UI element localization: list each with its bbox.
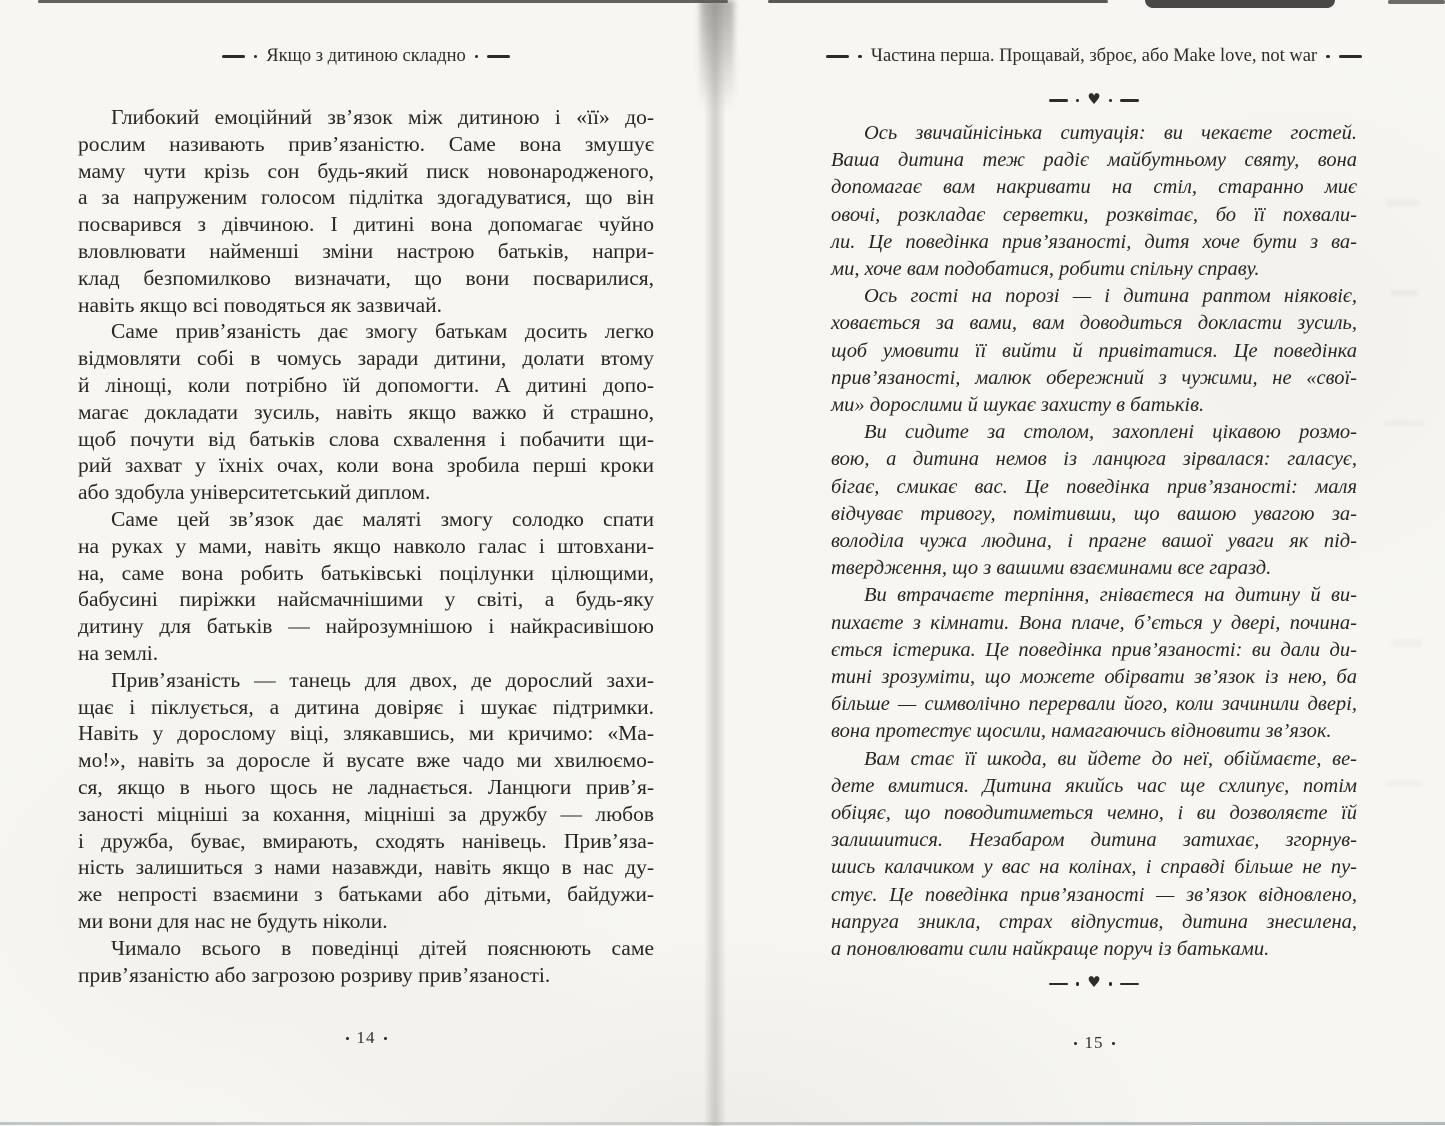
text-line: і дружба, буває, вмирають, сходять нанівець. Прив’яза- (78, 828, 654, 853)
ornament-dot-icon (1326, 55, 1330, 59)
heart-ornament-divider (831, 90, 1357, 108)
text-line: вловлювати найменші зміни настрою батьків, напри- (78, 238, 654, 263)
text-line: більше — символічно перервали його, коли зачинили двері, (831, 693, 1357, 716)
ink-bleed-mark (1390, 290, 1418, 296)
left-header-text: Якщо з дитиною складно (266, 46, 466, 66)
text-line: Прив’язаність — танець для двох, де дорослий захи- (111, 667, 654, 692)
text-line: Ви сидите за столом, захоплені цікавою розмо- (864, 421, 1357, 444)
text-line: Вам стає її шкода, ви йдете до неї, обіймаєте, ве- (864, 747, 1357, 770)
text-line: прив’язаністю або загрозою розриву прив’язаності. (78, 962, 551, 987)
text-line: на, саме вона робить батьківські поцілунки цілющими, (78, 560, 654, 585)
text-line: а поновлювати сили найкраще поруч із батьками. (831, 938, 1270, 961)
text-line: ми вони для нас не будуть ніколи. (78, 908, 388, 933)
ornament-dash-icon (1049, 983, 1068, 985)
text-line: Навіть у дорослому віці, злякавшись, ми кричимо: «Ма- (78, 721, 654, 746)
page-number-value: 14 (356, 1028, 376, 1047)
right-header-text: Частина перша. Прощавай, зброє, або Make love, not war (870, 46, 1318, 66)
ornament-dot-icon (254, 55, 258, 59)
text-line: обіцяє, що поводитиметься чемно, і ви дозволяєте їй (831, 802, 1357, 825)
text-line: тині зрозуміти, що можете обірвати зв’язок із нею, ба (831, 666, 1357, 689)
ornament-dot-icon (858, 55, 862, 59)
text-line: володіла чужа людина, і прагне вашої уваги як під- (831, 530, 1357, 553)
paragraph (78, 667, 654, 935)
ink-bleed-mark (1384, 420, 1424, 426)
text-line: дете вмитися. Дитина якийсь час ще схлипує, потім (831, 774, 1357, 797)
text-line: Саме прив’язаність дає змогу батькам досить легко (111, 319, 654, 344)
ornament-dash-icon (222, 55, 245, 58)
scan-top-edge-shadow (1388, 0, 1445, 4)
ornament-dot-icon (1109, 982, 1113, 986)
text-line: щоб умовити її вийти й привітатися. Це поведінка (831, 339, 1357, 362)
book-spine-shadow (704, 0, 726, 1126)
text-line: Ось гості на порозі — і дитина раптом ніяковіє, (864, 285, 1357, 308)
ornament-dot-icon (1074, 1042, 1077, 1045)
ornament-dash-icon (826, 55, 849, 58)
paragraph (831, 283, 1357, 419)
text-line: бігає, смикає вас. Це поведінка прив’язаності: маля (831, 475, 1357, 498)
text-line: Ви втрачаєте терпіння, гніваєтеся на дитину й ви- (864, 584, 1357, 607)
text-line: відмовляти собі в чомусь заради дитини, долати втому (78, 346, 654, 371)
paragraph (78, 506, 654, 667)
right-page (831, 40, 1357, 1086)
text-line: бабусині пиріжки найсмачнішими у світі, а будь-яку (78, 587, 654, 612)
text-line: Глибокий емоційний зв’язок між дитиною і «її» до- (111, 105, 654, 129)
paragraph (78, 935, 654, 989)
text-line: овочі, розкладає серветки, розквітає, бо її похвали- (831, 203, 1357, 226)
text-line: пихаєте з кімнати. Вона плаче, б’ється у двері, почина- (831, 611, 1357, 634)
text-line: стує. Це поведінка прив’язаності — зв’язок відновлено, (831, 883, 1357, 906)
paragraph (831, 419, 1357, 582)
scan-top-edge-shadow (38, 0, 728, 3)
text-line: на руках у мами, навіть якщо навколо галас і штовхани- (78, 533, 654, 558)
text-line: напруга зникла, страх відпустив, дитина знесилена, (831, 910, 1357, 933)
text-line: же непрості взаємини з батьками або дітьми, байдужи- (78, 882, 654, 907)
text-line: заності міцніші за кохання, міцніші за дружбу — любов (78, 801, 654, 826)
left-page (78, 40, 654, 1086)
ornament-dot-icon (1109, 99, 1113, 103)
ornament-dash-icon (1120, 99, 1139, 101)
right-page-number (831, 1033, 1357, 1053)
heart-ornament-divider (831, 973, 1357, 992)
text-line: ється істерика. Це поведінка прив’язаності: ви дали ди- (831, 638, 1357, 661)
text-line: залишитися. Незабаром дитина затихає, згорнув- (831, 829, 1357, 852)
ornament-dot-icon (475, 55, 479, 59)
book-spine-top-shadow (700, 0, 734, 110)
ink-bleed-mark (1386, 200, 1420, 206)
text-line: Саме цей зв’язок дає маляті змогу солодко спати (111, 506, 654, 531)
text-line: твердження, що з вашими взаєминами все гаразд. (831, 557, 1272, 580)
text-line: Чимало всього в поведінці дітей пояснюють саме (111, 935, 654, 960)
text-line: клад безпомилково визначати, що вони посварилися, (78, 265, 654, 290)
text-line: й лінощі, коли потрібно їй допомогти. А дитині допо- (78, 372, 654, 397)
text-line: магає докладати зусиль, навіть якщо важко й страшно, (78, 399, 654, 424)
ornament-dot-icon (1112, 1042, 1115, 1045)
text-line: щає і піклується, а дитина довіряє і шукає підтримки. (78, 694, 654, 719)
left-body-text (78, 104, 654, 988)
page-number-value: 15 (1084, 1033, 1104, 1052)
scan-bottom-edge (0, 1122, 1445, 1125)
ornament-dot-icon (1076, 99, 1080, 103)
ornament-dot-icon (384, 1037, 387, 1040)
text-line: щоб почути від батьків слова схвалення і побачити щи- (78, 426, 654, 451)
text-line: ховається за вами, вам доводиться докласти зусиль, (831, 312, 1357, 335)
text-line: ся, якщо в нього щось не ладнається. Ланцюги прив’я- (78, 774, 654, 799)
scan-top-edge-shadow (1145, 0, 1335, 8)
text-line: мо!», навіть за доросле й вусате вже чадо ми хвилюємо- (78, 748, 654, 773)
text-line: посварився з дівчиною. І дитині вона допомагає чуйно (78, 212, 654, 237)
left-running-head (78, 46, 654, 67)
ornament-dash-icon (1339, 55, 1362, 58)
text-line: або здобула університетський диплом. (78, 480, 431, 505)
ornament-dash-icon (487, 55, 510, 58)
ink-bleed-mark (1386, 780, 1422, 786)
text-line: на землі. (78, 640, 159, 665)
text-line: ли. Це поведінка прив’язаності, дитя хоче бути з ва- (831, 230, 1357, 253)
text-line: дитину для батьків — найрозумнішою і найкрасивішою (78, 614, 654, 639)
paragraph (78, 318, 654, 506)
ornament-dot-icon (1076, 982, 1080, 986)
text-line: відчуває тривогу, помітивши, що вашою увагою за- (831, 502, 1357, 525)
text-line: ми» дорослими й шукає захисту в батьків. (831, 394, 1205, 417)
text-line: рий захват у їхніх очах, коли вона зробила перші кроки (78, 453, 654, 478)
text-line: Ось звичайнісінька ситуація: ви чекаєте гостей. (864, 122, 1357, 144)
ornament-dot-icon (346, 1037, 349, 1040)
text-line: ми, хоче вам подобатися, робити спільну справу. (831, 258, 1260, 281)
text-line: допомагає вам накривати на стіл, старанно миє (831, 176, 1357, 199)
text-line: вою, а дитина немов із ланцюга зірвалася: галасує, (831, 448, 1357, 471)
paragraph (78, 104, 654, 318)
paragraph (831, 582, 1357, 745)
paragraph (831, 746, 1357, 964)
text-line: а за напруженим голосом підлітка здогадуватися, що він (78, 185, 654, 210)
left-page-number (78, 1028, 654, 1048)
text-line: вона протестує щосили, намагаючись відновити зв’язок. (831, 720, 1332, 743)
text-line: прив’язаності, малюк обережний з чужими, не «свої- (831, 366, 1357, 389)
heart-icon: ♥ (1087, 973, 1101, 992)
ornament-dash-icon (1049, 99, 1068, 101)
scan-top-edge-shadow (768, 0, 1108, 3)
text-line: Ваша дитина теж радіє майбутньому святу, вона (831, 149, 1357, 172)
text-line: рослим називають прив’язаністю. Саме вона змушує (78, 131, 654, 156)
text-line: ність залишиться з нами назавжди, навіть якщо в нас ду- (78, 855, 654, 880)
ornament-dash-icon (1120, 983, 1139, 985)
right-running-head (831, 46, 1357, 67)
paragraph (831, 120, 1357, 283)
text-line: шись калачиком у вас на колінах, і справді більше не пу- (831, 856, 1357, 879)
text-line: навіть якщо всі поводяться як зазвичай. (78, 292, 443, 317)
right-body-text (831, 120, 1357, 963)
ink-bleed-mark (1392, 640, 1422, 646)
text-line: маму чути крізь сон будь-який писк новонародженого, (78, 158, 654, 183)
heart-icon: ♥ (1087, 90, 1101, 108)
